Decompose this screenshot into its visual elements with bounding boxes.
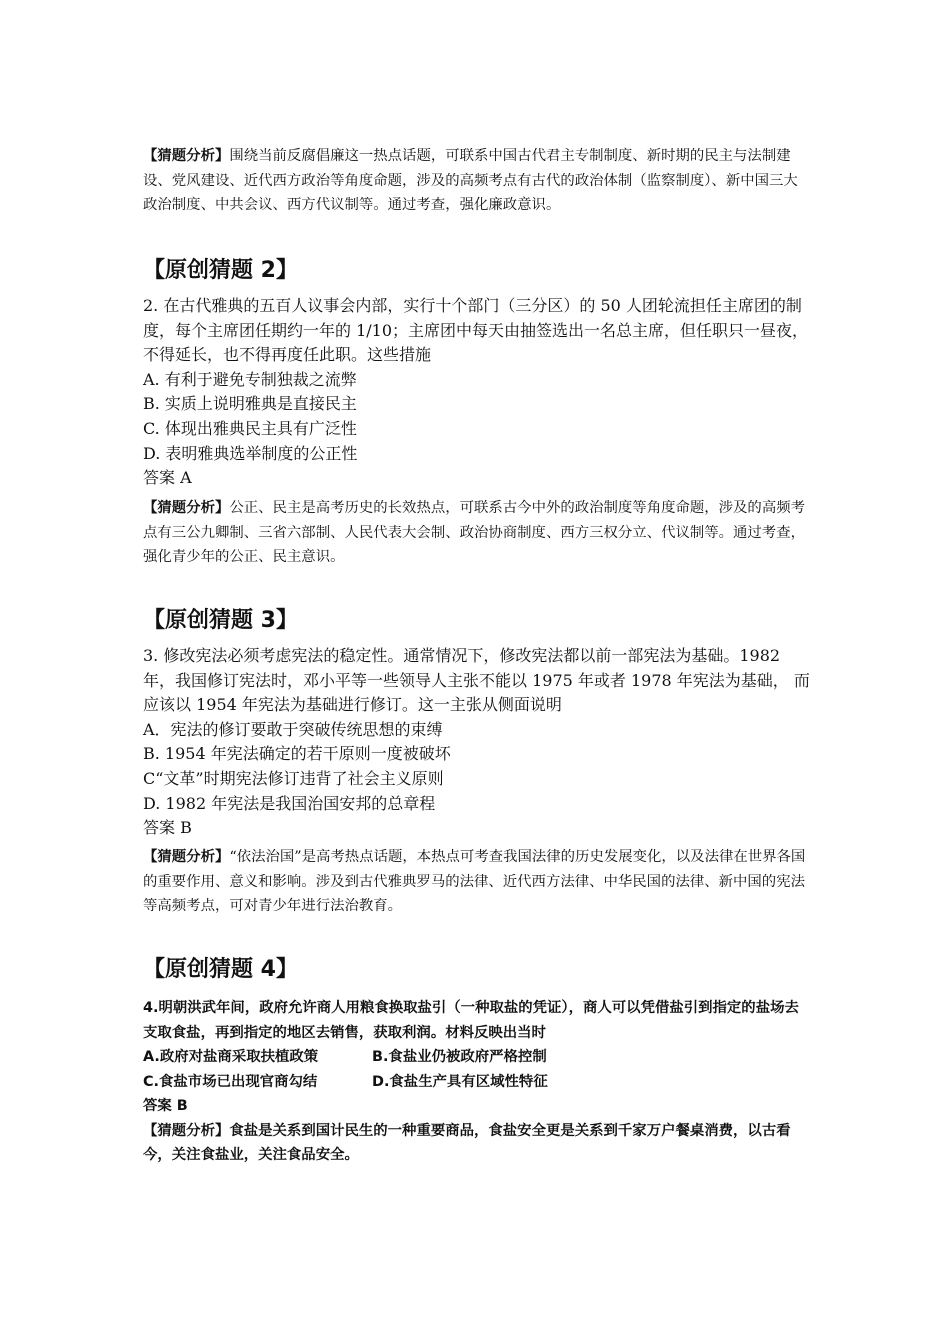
question-3-option-d: D. 1982 年宪法是我国治国安邦的总章程: [143, 793, 436, 813]
sec2-analysis: [143, 496, 811, 570]
question-4-body: [143, 996, 811, 1168]
question-4-options-row-1: [143, 1045, 811, 1070]
question-4-option-a: A.政府对盐商采取扶植政策: [143, 1049, 319, 1065]
analysis-text: 公正、民主是高考历史的长效热点，可联系古今中外的政治制度等角度命题，涉及的高频考点有三公九卿制、三省六部制、人民代表大会制、政治协商制度、西方三权分立、代议制等。通过考查，强化青少年的公正、民主意识。: [143, 500, 805, 565]
analysis-text: 食盐是关系到国计民生的一种重要商品，食盐安全更是关系到千家万户餐桌消费，以古看今，关注食盐业，关注食品安全。: [143, 1122, 791, 1163]
question-2-option-d: D. 表明雅典选举制度的公正性: [143, 443, 358, 463]
analysis-tag: 【猜题分析】: [143, 849, 230, 865]
question-3-body: [143, 644, 811, 841]
question-3-option-b: B. 1954 年宪法确定的若干原则一度被破坏: [143, 744, 451, 764]
question-3-stem: 3. 修改宪法必须考虑宪法的稳定性。通常情况下，修改宪法都以前一部宪法为基础。1982 年，我国修订宪法时，邓小平等一些领导人主张不能以 1975 年或者 1978 年宪法为基础， 而应该以 1954 年宪法为基础进行修订。这一主张从侧面说明: [143, 646, 810, 715]
sec3-analysis: [143, 845, 811, 919]
analysis-text: 围绕当前反腐倡廉这一热点话题，可联系中国古代君主专制制度、新时期的民主与法制建设、党风建设、近代西方政治等角度命题，涉及的高频考点有古代的政治体制（监察制度）、新中国三大政治制度、中共会议、西方代议制等。通过考查，强化廉政意识。: [143, 148, 798, 213]
question-4-option-d: D.食盐生产具有区域性特征: [372, 1073, 548, 1090]
analysis-tag: 【猜题分析】: [143, 500, 230, 516]
question-2-body: [143, 294, 811, 491]
question-3-answer: 答案 B: [143, 818, 192, 838]
question-4-options-row-2: [143, 1070, 811, 1095]
question-2-option-b: B. 实质上说明雅典是直接民主: [143, 394, 357, 414]
question-4-stem: 4.明朝洪武年间，政府允许商人用粮食换取盐引（一种取盐的凭证），商人可以凭借盐引到指定的盐场去支取食盐，再到指定的地区去销售，获取利润。材料反映出当时: [143, 1000, 799, 1041]
question-3-option-c: C“文革”时期宪法修订违背了社会主义原则: [143, 768, 444, 788]
analysis-text: “依法治国”是高考热点话题，本热点可考查我国法律的历史发展变化，以及法律在世界各国的重要作用、意义和影响。涉及到古代雅典罗马的法律、近代西方法律、中华民国的法律、新中国的宪法等高频考点，可对青少年进行法治教育。: [143, 849, 806, 914]
analysis-tag: 【猜题分析】: [143, 148, 230, 164]
question-2-answer: 答案 A: [143, 468, 192, 488]
question-2-option-a: A. 有利于避免专制独裁之流弊: [143, 369, 357, 389]
sec4-analysis: [143, 1119, 811, 1168]
question-4-answer: 答案 B: [143, 1098, 188, 1114]
sec1-analysis: [143, 144, 811, 218]
question-4-option-b: B.食盐业仍被政府严格控制: [372, 1049, 547, 1065]
question-2-option-c: C. 体现出雅典民主具有广泛性: [143, 418, 357, 438]
question-2-heading: 【原创猜题 2】: [143, 258, 298, 283]
question-4-option-c: C.食盐市场已出现官商勾结: [143, 1073, 318, 1090]
question-4-heading: 【原创猜题 4】: [143, 957, 298, 982]
question-2-stem: 2. 在古代雅典的五百人议事会内部，实行十个部门（三分区）的 50 人团轮流担任主席团的制度，每个主席团任期约一年的 1/10；主席团中每天由抽签选出一名总主席，但任职只一昼夜，不得延长，也不得再度任此职。这些措施: [143, 296, 809, 365]
analysis-tag: 【猜题分析】: [143, 1122, 230, 1139]
question-3-option-a: A．宪法的修订要敢于突破传统思想的束缚: [143, 719, 443, 739]
question-3-heading: 【原创猜题 3】: [143, 608, 298, 633]
